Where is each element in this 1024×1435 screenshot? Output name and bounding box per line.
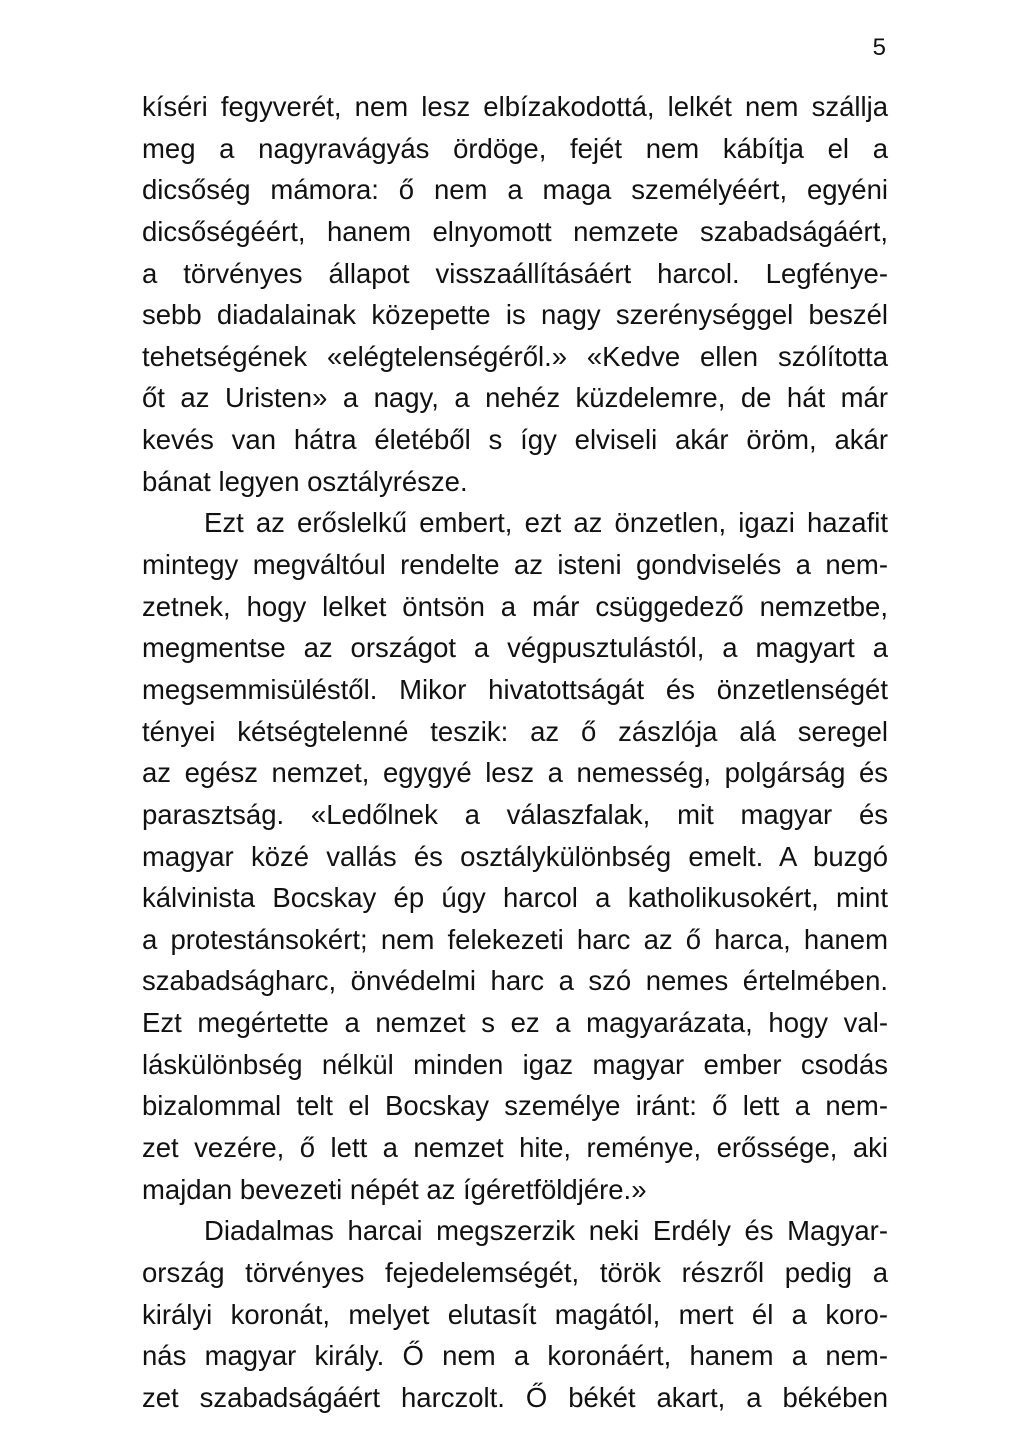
text-line: őt az Uristen» a nagy, a nehéz küzdelemre, de hát már [142, 382, 888, 414]
text-line: a törvényes állapot visszaállításáért harcol. Legfénye- [142, 257, 888, 289]
text-line: kevés van hátra életéből s így elviseli akár öröm, akár [142, 424, 888, 456]
text-line: zet vezére, ő lett a nemzet hite, reménye, erőssége, aki [142, 1132, 888, 1164]
text-line: parasztság. «Ledőlnek a válaszfalak, mit magyar és [142, 798, 888, 830]
text-line: Diadalmas harcai megszerzik neki Erdély és Magyar- [204, 1215, 888, 1247]
text-line: kálvinista Bocskay ép úgy harcol a katholikusokért, mint [142, 882, 888, 914]
text-line: nás magyar király. Ő nem a koronáért, hanem a nem- [142, 1340, 888, 1372]
text-line: bánat legyen osztályrésze. [142, 465, 468, 497]
text-line: sebb diadalainak közepette is nagy szerénységgel beszél [142, 299, 888, 331]
page-number: 5 [872, 34, 886, 61]
text-line: kíséri fegyverét, nem lesz elbízakodottá, lelkét nem szállja [142, 91, 888, 122]
text-line: zet szabadságáért harczolt. Ő békét akart, a békében [142, 1381, 888, 1413]
text-line: Ezt megértette a nemzet s ez a magyarázata, hogy val- [142, 1007, 888, 1039]
text-line: megsemmisüléstől. Mikor hivatottságát és önzetlenségét [142, 673, 888, 705]
text-line: tényei kétségtelenné teszik: az ő zászlója alá seregel [142, 715, 888, 747]
text-line: zetnek, hogy lelket öntsön a már csüggedező nemzetbe, [142, 590, 888, 622]
text-line: ország törvényes fejedelemségét, török részről pedig a [142, 1256, 888, 1288]
text-line: a protestánsokért; nem felekezeti harc az ő harca, hanem [142, 923, 888, 955]
text-line: bizalommal telt el Bocskay személye iránt: ő lett a nem- [142, 1090, 888, 1122]
body-text [142, 86, 888, 1419]
text-line: tehetségének «elégtelenségéről.» «Kedve ellen szólította [142, 340, 888, 372]
text-line: dicsőség mámora: ő nem a maga személyéért, egyéni [142, 174, 888, 206]
text-line: Ezt az erőslelkű embert, ezt az önzetlen, igazi hazafit [204, 507, 888, 539]
text-line: az egész nemzet, egygyé lesz a nemesség, polgárság és [142, 757, 888, 789]
text-line: meg a nagyravágyás ördöge, fejét nem kábítja el a [142, 132, 888, 164]
text-line: királyi koronát, melyet elutasít magától, mert él a koro- [142, 1298, 888, 1330]
text-line: majdan bevezeti népét az ígéretföldjére.» [142, 1173, 647, 1205]
text-line: megmentse az országot a végpusztulástól, a magyart a [142, 632, 888, 664]
text-line: láskülönbség nélkül minden igaz magyar ember csodás [142, 1048, 888, 1080]
text-line: dicsőségéért, hanem elnyomott nemzete szabadságáért, [142, 215, 888, 247]
text-line: szabadságharc, önvédelmi harc a szó nemes értelmében. [142, 965, 888, 997]
text-line: mintegy megváltóul rendelte az isteni gondviselés a nem- [142, 549, 888, 581]
text-line: magyar közé vallás és osztálykülönbség emelt. A buzgó [142, 840, 888, 872]
